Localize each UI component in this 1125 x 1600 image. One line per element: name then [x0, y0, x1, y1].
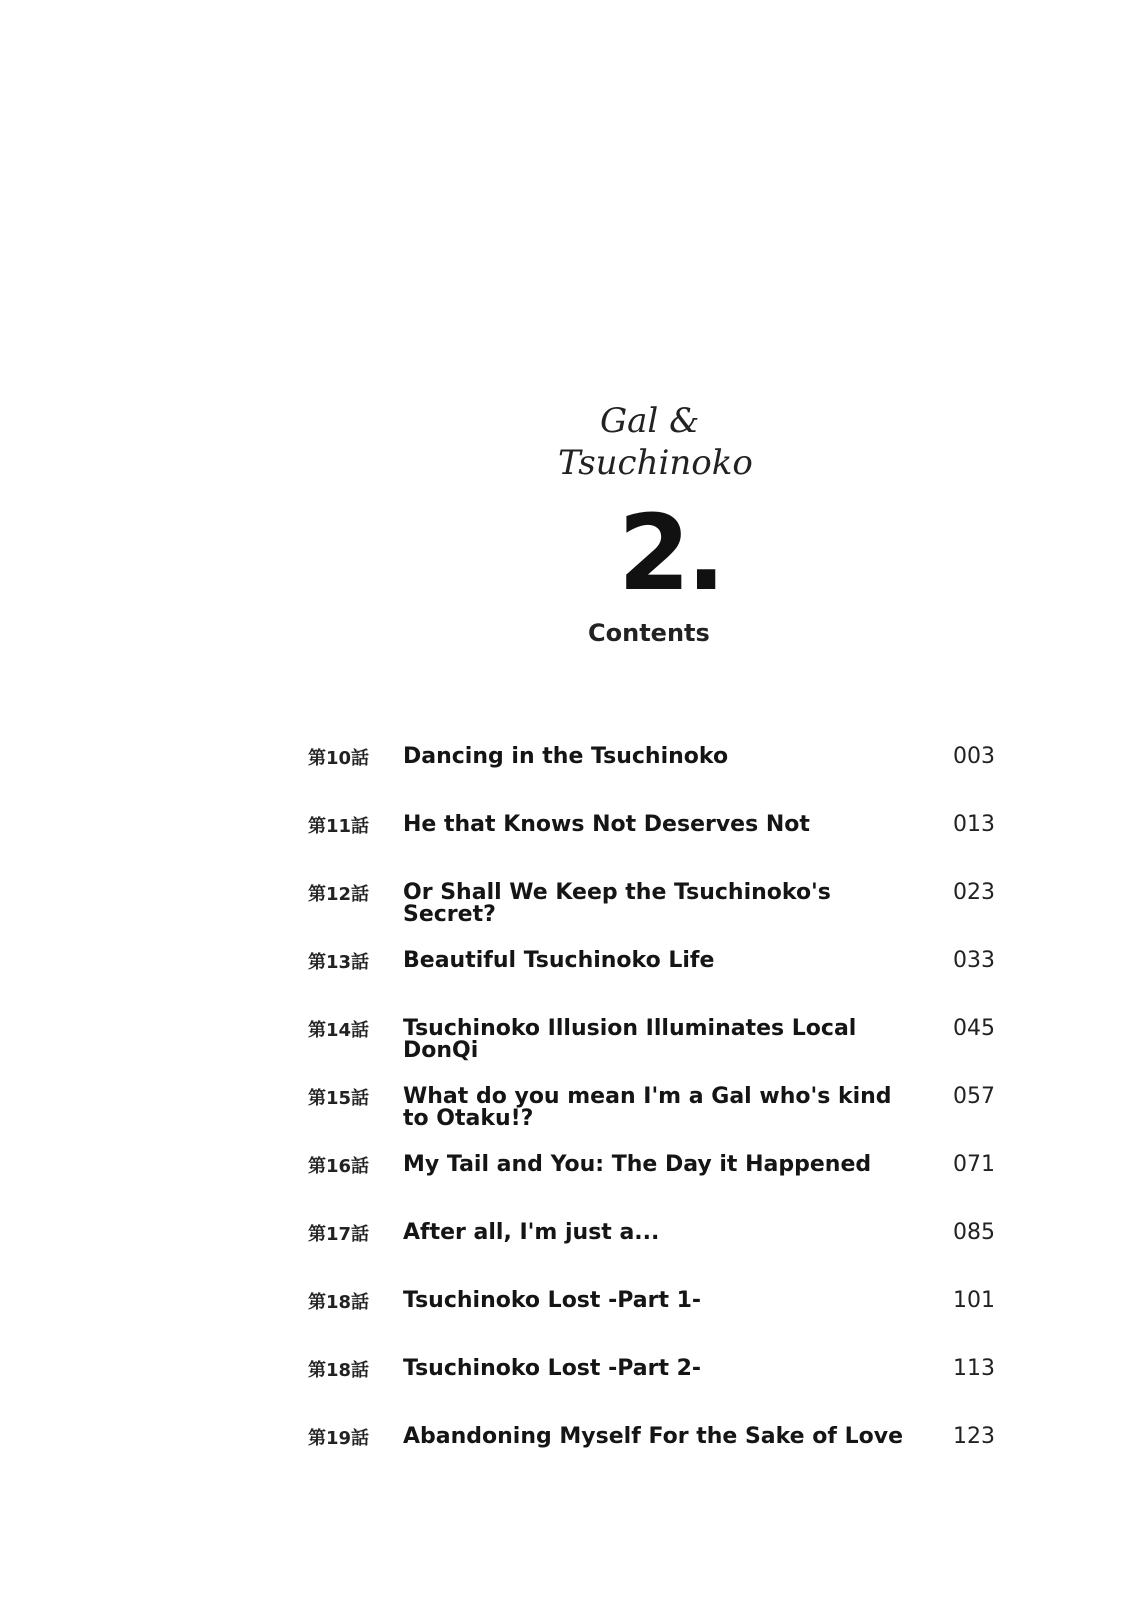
page-number: 101 [953, 1288, 995, 1313]
chapter-title: Abandoning Myself For the Sake of Love [403, 1424, 904, 1449]
chapter-number: 第14話 [308, 1020, 370, 1041]
toc-entry [308, 810, 998, 878]
chapter-title: Tsuchinoko Illusion Illuminates Local DonQi [403, 1016, 857, 1063]
chapter-number: 第17話 [308, 1224, 370, 1245]
chapter-title: Dancing in the Tsuchinoko [403, 744, 729, 769]
page-number: 123 [953, 1424, 995, 1449]
page-number: 033 [953, 948, 995, 973]
chapter-title: Tsuchinoko Lost -Part 1- [403, 1288, 702, 1313]
chapter-number: 第13話 [308, 952, 370, 973]
chapter-number: 第19話 [308, 1428, 370, 1449]
chapter-title: After all, I'm just a... [403, 1220, 660, 1245]
page-number: 023 [953, 880, 995, 905]
contents-heading: Contents [588, 619, 710, 647]
chapter-number: 第18話 [308, 1292, 370, 1313]
page-number: 045 [953, 1016, 995, 1041]
toc-entry [308, 1082, 998, 1150]
toc-entry [308, 1354, 998, 1422]
series-title [558, 400, 758, 484]
toc-entry [308, 1218, 998, 1286]
chapter-number: 第15話 [308, 1088, 370, 1109]
page-number: 113 [953, 1356, 995, 1381]
chapter-number: 第10話 [308, 748, 370, 769]
chapter-number: 第16話 [308, 1156, 370, 1177]
chapter-title: My Tail and You: The Day it Happened [403, 1152, 872, 1177]
page-number: 071 [953, 1152, 995, 1177]
toc-entry [308, 1422, 998, 1490]
toc-entry [308, 946, 998, 1014]
page-number: 013 [953, 812, 995, 837]
series-title-line1: Gal & [600, 401, 700, 441]
chapter-title: What do you mean I'm a Gal who's kind to Otaku!? [403, 1084, 892, 1131]
toc-entry [308, 1014, 998, 1082]
toc-entry [308, 1286, 998, 1354]
page-number: 085 [953, 1220, 995, 1245]
chapter-title: Tsuchinoko Lost -Part 2- [403, 1356, 702, 1381]
toc-entry [308, 1150, 998, 1218]
chapter-number: 第18話 [308, 1360, 370, 1381]
page-number: 057 [953, 1084, 995, 1109]
volume-number: 2. [618, 492, 722, 614]
toc-entry [308, 878, 998, 946]
chapter-number: 第12話 [308, 884, 370, 905]
chapter-number: 第11話 [308, 816, 370, 837]
chapter-title: Beautiful Tsuchinoko Life [403, 948, 715, 973]
chapter-title: Or Shall We Keep the Tsuchinoko's Secret? [403, 880, 831, 927]
toc-entry [308, 742, 998, 810]
series-title-line2: Tsuchinoko [558, 443, 753, 483]
chapter-title: He that Knows Not Deserves Not [403, 812, 810, 837]
table-of-contents [308, 742, 998, 1490]
page-number: 003 [953, 744, 995, 769]
